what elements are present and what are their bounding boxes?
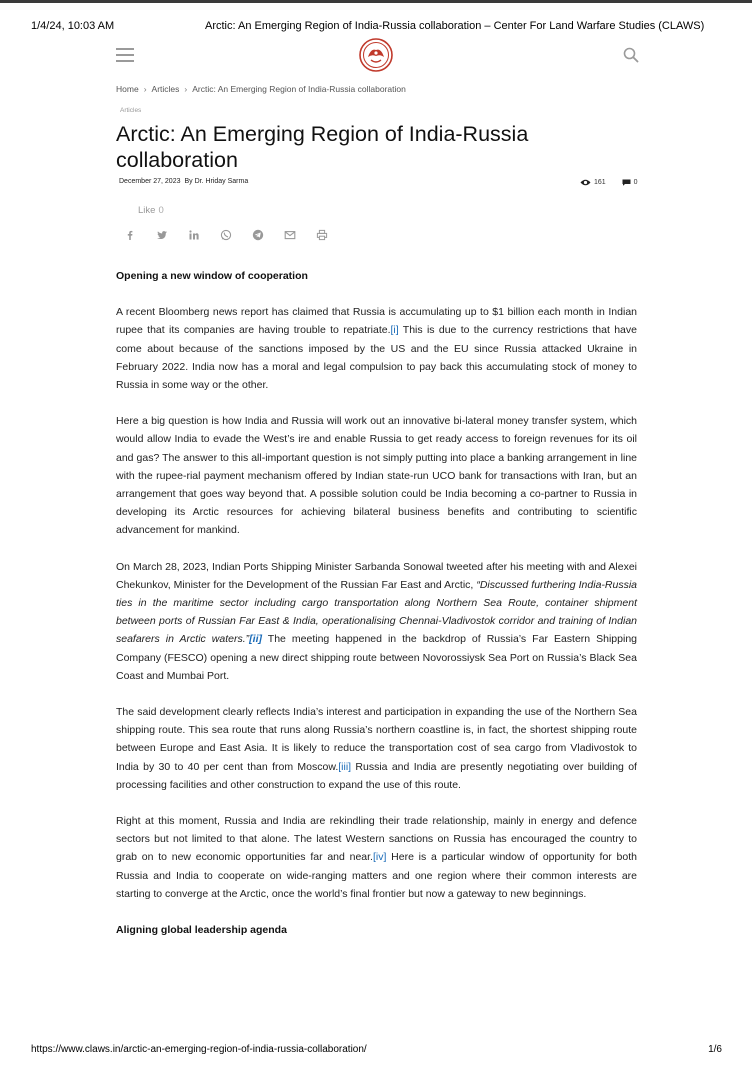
print-icon[interactable] bbox=[316, 228, 328, 240]
twitter-icon[interactable] bbox=[156, 228, 168, 240]
article-stats bbox=[580, 179, 638, 188]
breadcrumb-separator: › bbox=[184, 84, 188, 94]
like-button[interactable] bbox=[138, 205, 164, 216]
whatsapp-icon[interactable] bbox=[220, 228, 232, 240]
footnote-link[interactable]: [iv] bbox=[372, 851, 387, 864]
linkedin-icon[interactable] bbox=[188, 228, 200, 240]
footnote-link[interactable]: [ii] bbox=[249, 633, 262, 646]
author-link[interactable]: Dr. Hriday Sarma bbox=[194, 178, 249, 185]
by-label: By bbox=[184, 178, 193, 185]
breadcrumb-separator: › bbox=[143, 84, 147, 94]
paragraph-text: Here is a particular window of opportunity for both Russia and India to cooperate on wide-ranging matters and one region where their common interests are starting to converge at the Arctic, once the world’s final frontier but now a gateway to new beginnings. bbox=[116, 851, 637, 900]
email-icon[interactable] bbox=[284, 228, 296, 240]
page-url: https://www.claws.in/arctic-an-emerging-region-of-india-russia-collaboration/ bbox=[31, 1044, 367, 1055]
facebook-icon[interactable] bbox=[124, 228, 136, 240]
section-heading: Aligning global leadership agenda bbox=[116, 924, 287, 937]
paragraph bbox=[116, 703, 637, 794]
footnote-link[interactable]: [iii] bbox=[338, 760, 352, 773]
paragraph-text: A recent Bloomberg news report has claimed that Russia is accumulating up to $1 billion each month in Indian rupee that its companies are having trouble to repatriate. bbox=[116, 306, 637, 337]
publish-date: December 27, 2023 bbox=[119, 178, 181, 185]
paragraph-text: Russia and India are presently negotiating over building of processing facilities and other construction to expand the use of this route. bbox=[116, 760, 637, 791]
breadcrumb-current-link[interactable]: Arctic: An Emerging Region of India-Russia collaboration bbox=[192, 84, 406, 94]
print-header bbox=[31, 20, 722, 34]
comments-count[interactable] bbox=[622, 179, 638, 186]
telegram-icon[interactable] bbox=[252, 228, 264, 240]
article-body bbox=[116, 267, 637, 939]
paragraph bbox=[116, 812, 637, 903]
category-label[interactable]: Articles bbox=[120, 107, 142, 114]
footnote-link[interactable]: [i] bbox=[390, 324, 399, 337]
paragraph-text: The said development clearly reflects India’s interest and participation in expanding the use of the Northern Sea shipping route. This sea route that runs along Russia’s northern coastline is, in fact, the shortest shipping route between Europe and East Asia. It is likely to reduce the transportation cost of sea cargo from Vladivostok to India by 30 to 40 per cent than from Moscow. bbox=[116, 706, 637, 773]
paragraph bbox=[116, 303, 637, 394]
like-label: Like bbox=[138, 205, 156, 216]
paragraph-text: This is due to the currency restrictions that have come about because of the sanctions imposed by the US and the EU since Russia attacked Ukraine in February 2022. India now has a moral and legal compulsion to pay back this accumulating stock of money to Russia in some way or the other. bbox=[116, 324, 637, 392]
article-title: Arctic: An Emerging Region of India-Russia collaboration bbox=[116, 122, 529, 172]
paragraph bbox=[116, 558, 637, 685]
print-page-title: Arctic: An Emerging Region of India-Russia collaboration – Center For Land Warfare Studies (CLAWS) bbox=[205, 20, 705, 32]
top-border bbox=[0, 0, 752, 3]
search-icon[interactable] bbox=[622, 46, 640, 64]
print-datetime: 1/4/24, 10:03 AM bbox=[31, 20, 115, 32]
paragraph-text: On March 28, 2023, Indian Ports Shipping Minister Sarbanda Sonowal tweeted after his meeting with and Alexei Chekunkov, Minister for the Development of the Russian Far East and Arctic, bbox=[116, 560, 637, 591]
paragraph-text: The meeting happened in the backdrop of Russia’s Far Eastern Shipping Company (FESCO) opening a new direct shipping route between Novorossiysk Sea Port on Russia’s Black Sea Coast and Mumbai Port. bbox=[116, 633, 637, 682]
article-meta bbox=[119, 178, 248, 185]
comment-icon bbox=[622, 179, 631, 186]
breadcrumb bbox=[116, 84, 406, 94]
hamburger-menu-icon[interactable] bbox=[116, 48, 134, 62]
comments-value: 0 bbox=[633, 179, 638, 186]
breadcrumb-home-link[interactable]: Home bbox=[116, 84, 139, 94]
section-heading: Opening a new window of cooperation bbox=[116, 270, 308, 282]
like-count: 0 bbox=[158, 205, 164, 216]
views-value: 161 bbox=[594, 179, 606, 186]
views-count bbox=[580, 179, 606, 186]
page-number: 1/6 bbox=[708, 1044, 722, 1055]
paragraph-text: Right at this moment, Russia and India are rekindling their trade relationship, mainly in energy and defence sectors but not limited to that alone. The latest Western sanctions on Russia has encouraged the country to grab on to new economic opportunities far and near. bbox=[116, 815, 637, 864]
eye-icon bbox=[580, 179, 591, 186]
claws-logo[interactable] bbox=[359, 38, 393, 72]
breadcrumb-articles-link[interactable]: Articles bbox=[151, 84, 180, 94]
quote-text: “Discussed furthering India-Russia ties in the maritime sector including cargo transportation along Northern Sea Route, container shipment between ports of Russian Far East & India, operationalising Chennai-Vladivostok corridor and training of Indian seafarers in Arctic waters.” bbox=[116, 578, 637, 646]
paragraph: Here a big question is how India and Russia will work out an innovative bi-lateral money transfer system, which would allow India to evade the West’s ire and enable Russia to get ready access to foreign revenues for its oil and gas? The answer to this all-important question is not simply putting into place a banking arrangement in line with the rupee-rial payment mechanism offered by Indian state-run UCO bank for transactions with Iran, but an arrangement that goes way beyond that. A possible solution could be India becoming a co-partner to Russia in developing its Arctic resources for achieving bilateral business benefits and contributing to scientific advancement for mankind. bbox=[116, 415, 637, 537]
